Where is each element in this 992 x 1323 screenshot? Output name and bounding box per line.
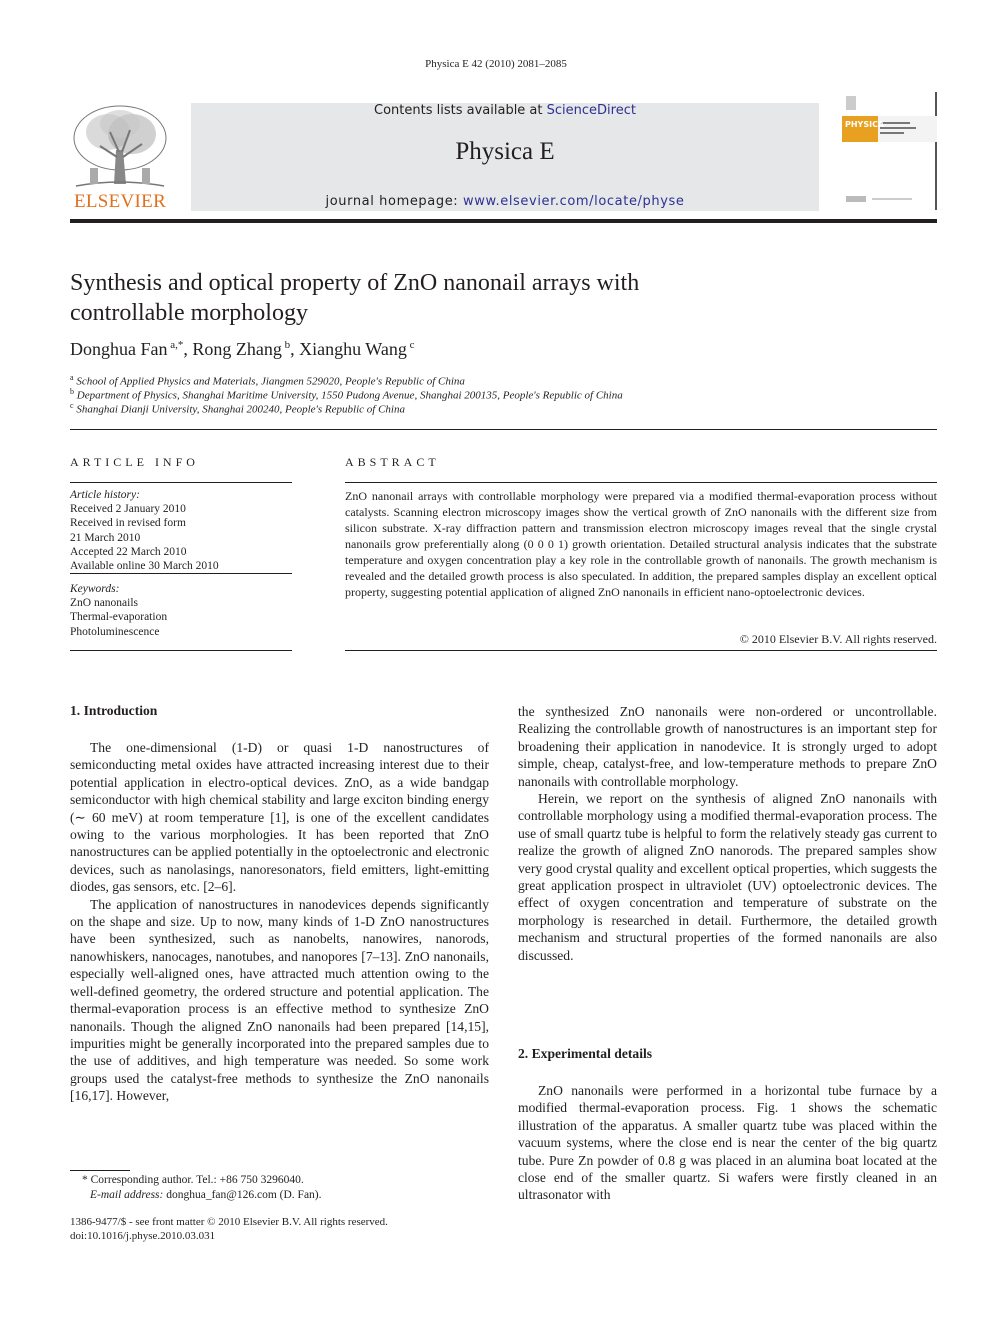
keywords-label: Keywords: [70,583,120,595]
left-column [70,739,489,1105]
intro-paragraph-3: the synthesized ZnO nanonails were non-ordered or uncontrollable. Realizing the controllable growth of nanostructures is an important step for broadening their application in nanodevice. It is strongly urged to adopt simple, cheap, catalyst-free, and low-temperature methods to prepare ZnO nanonails with controllable morphology. [518,704,937,789]
email-address[interactable]: donghua_fan@126.com (D. Fan). [166,1189,322,1201]
affiliation-marker: b [70,387,74,396]
homepage-line [191,194,819,209]
header-rule [70,219,937,223]
issn-line: 1386-9477/$ - see front matter © 2010 Elsevier B.V. All rights reserved. [70,1216,388,1228]
author-separator: , [290,339,300,359]
footnote-rule [70,1170,130,1171]
journal-title: Physica E [455,138,555,165]
intro-paragraph-4: Herein, we report on the synthesis of aligned ZnO nanonails with controllable morphology using a modified thermal-evaporation process. The use of small quartz tube is helpful to form the relatively steady gas current to realize the growth of aligned ZnO nanorods. The prepared samples show very good crystal quality and excellent optical properties, which suggests the great application prospect in ultraviolet (UV) optoelectronic devices. The effect of oxygen concentration and temperature of substrate on the morphology is researched in detail. Furthermore, the detailed growth mechanism and structural properties of the formed nanonails are also discussed. [518,791,937,963]
corresponding-text: Corresponding author. Tel.: +86 750 3296040. [90,1174,304,1186]
author-name[interactable]: Donghua Fan [70,339,168,359]
email-note [90,1189,322,1201]
contents-prefix: Contents lists available at [374,103,547,118]
author-superscript[interactable]: c [409,339,415,351]
info-bottom-rule [70,650,292,651]
journal-reference: Physica E 42 (2010) 2081–2085 [425,58,567,70]
right-column [518,703,937,964]
affiliation-c [70,401,405,416]
affiliation-text: Department of Physics, Shanghai Maritime University, 1550 Pudong Avenue, Shanghai 200135, People's Republic of China [76,389,623,402]
experimental-paragraph-1: ZnO nanonails were performed in a horizontal tube furnace by a modified thermal-evaporation process. Fig. 1 shows the schematic illustration of the apparatus. A smaller quartz tube was placed within the vacuum systems, where the close end is near the center of the big quartz tube. Pure Zn powder of 0.8 g was placed in an alumina boat located at the close end of the smaller quartz. Si wafers were firstly cleaned in an ultrasonator with [518,1083,937,1203]
history-item: Accepted 22 March 2010 [70,545,187,558]
abstract-heading: ABSTRACT [345,455,440,469]
affiliation-text: School of Applied Physics and Materials, Jiangmen 529020, People's Republic of China [76,375,465,388]
homepage-link[interactable]: www.elsevier.com/locate/physe [463,194,685,209]
affiliation-marker: c [70,401,74,410]
keyword: Photoluminescence [70,625,160,638]
intro-paragraph-2: The application of nanostructures in nanodevices depends significantly on the shape and size. Up to now, many kinds of 1-D ZnO nanostructures have been synthesized, such as nanobelts, nanowires, nanorods, nanowhiskers, nanocages, nanotubes, and nanopores [7–13]. ZnO nanonails, especially well-aligned ones, have attracted much attention owing to the well-defined geometry, the ordered structure and potential application. The thermal-evaporation process is an effective method to synthesize ZnO nanonails. Though the aligned ZnO nanonails had been prepared [14,15], impurities might be generally incorporated into the prepared samples due to the use of additives, and high temperature was needed. So some work groups used the catalyst-free methods to synthesize the ZnO nanonails [16,17]. However, [70,896,489,1104]
keyword: ZnO nanonails [70,597,139,610]
elsevier-wordmark: ELSEVIER [73,191,167,212]
experimental-text [518,1082,937,1204]
affiliation-marker: a [70,373,74,382]
sciencedirect-link[interactable]: ScienceDirect [546,103,636,118]
history-item: Received in revised form [70,517,186,530]
homepage-prefix: journal homepage: [325,194,464,209]
author-name[interactable]: Rong Zhang [192,339,282,359]
abstract-text: ZnO nanonail arrays with controllable morphology were prepared via a modified thermal-evaporation process without catalysts. Scanning electron microscopy images show the vertical growth of ZnO nanonails with the different size from silicon substrate. X-ray diffraction pattern and transmission electron microscopy images reveal that the single crystal nanonails grow preferentially along (0 0 0 1) growth orientation. Detailed structural analysis indicates that the substrate temperature and oxygen concentration play a key role in the controllable growth of nanonails. The growth mechanism is revealed and the detailed growth process is also speculated. In addition, the prepared samples display an excellent optical property, suggesting potential application of aligned ZnO nanonails in efficient nano-optoelectronic devices. [345,489,937,599]
abstract-bottom-rule [345,650,937,651]
title-rule [70,429,937,430]
email-label: E-mail address: [90,1189,164,1201]
affiliation-text: Shanghai Dianji University, Shanghai 200240, People's Republic of China [76,403,405,416]
abstract-rule [345,482,937,483]
affiliation-a [70,373,465,388]
author-separator: , [183,339,193,359]
history-item: Available online 30 March 2010 [70,560,219,573]
article-info-rule [70,482,292,483]
cover-label: PHYSICA [845,120,885,129]
keyword: Thermal-evaporation [70,611,168,624]
cover-image [842,92,937,210]
author-list [70,339,414,360]
article-info-block [70,488,292,573]
affiliation-b [70,387,623,402]
corresponding-author-note: * Corresponding author. Tel.: +86 750 3296040. [82,1174,304,1186]
intro-paragraph-1: The one-dimensional (1-D) or quasi 1-D nanostructures of semiconducting metal oxides have attracted increasing interest due to their potential application in electro-optical devices. ZnO, as a wide bandgap semiconductor with high chemical stability and large exciton binding energy (∼ 60 meV) at room temperature [1], is one of the excellent candidates owing to the various morphologies. It has been reported that ZnO nanostructures can be applied potentially in the optoelectronic and electronic devices, such as nanolasings, nanoresonators, field emitters, light-emitting diodes, gas sensors, etc. [2–6]. [70,740,489,895]
author-superscript[interactable]: a,* [170,339,184,351]
keywords-rule [70,573,292,574]
author-name[interactable]: Xianghu Wang [299,339,407,359]
author-superscript[interactable]: b [284,339,291,351]
title-line-2: controllable morphology [70,300,308,326]
article-info-heading: ARTICLE INFO [70,455,199,469]
elsevier-logo [70,102,170,212]
section-heading-experimental: 2. Experimental details [518,1046,653,1061]
keywords-block [70,582,292,639]
doi-line[interactable]: doi:10.1016/j.physe.2010.03.031 [70,1230,216,1242]
journal-cover-thumbnail [842,92,937,210]
history-label: Article history: [70,489,140,501]
title-line-1: Synthesis and optical property of ZnO nanonail arrays with [70,270,640,296]
article-title [70,268,770,328]
abstract-copyright: © 2010 Elsevier B.V. All rights reserved. [739,632,937,646]
contents-line [191,103,819,118]
history-item: 21 March 2010 [70,531,141,544]
history-item: Received 2 January 2010 [70,503,186,516]
section-heading-introduction: 1. Introduction [70,703,158,718]
